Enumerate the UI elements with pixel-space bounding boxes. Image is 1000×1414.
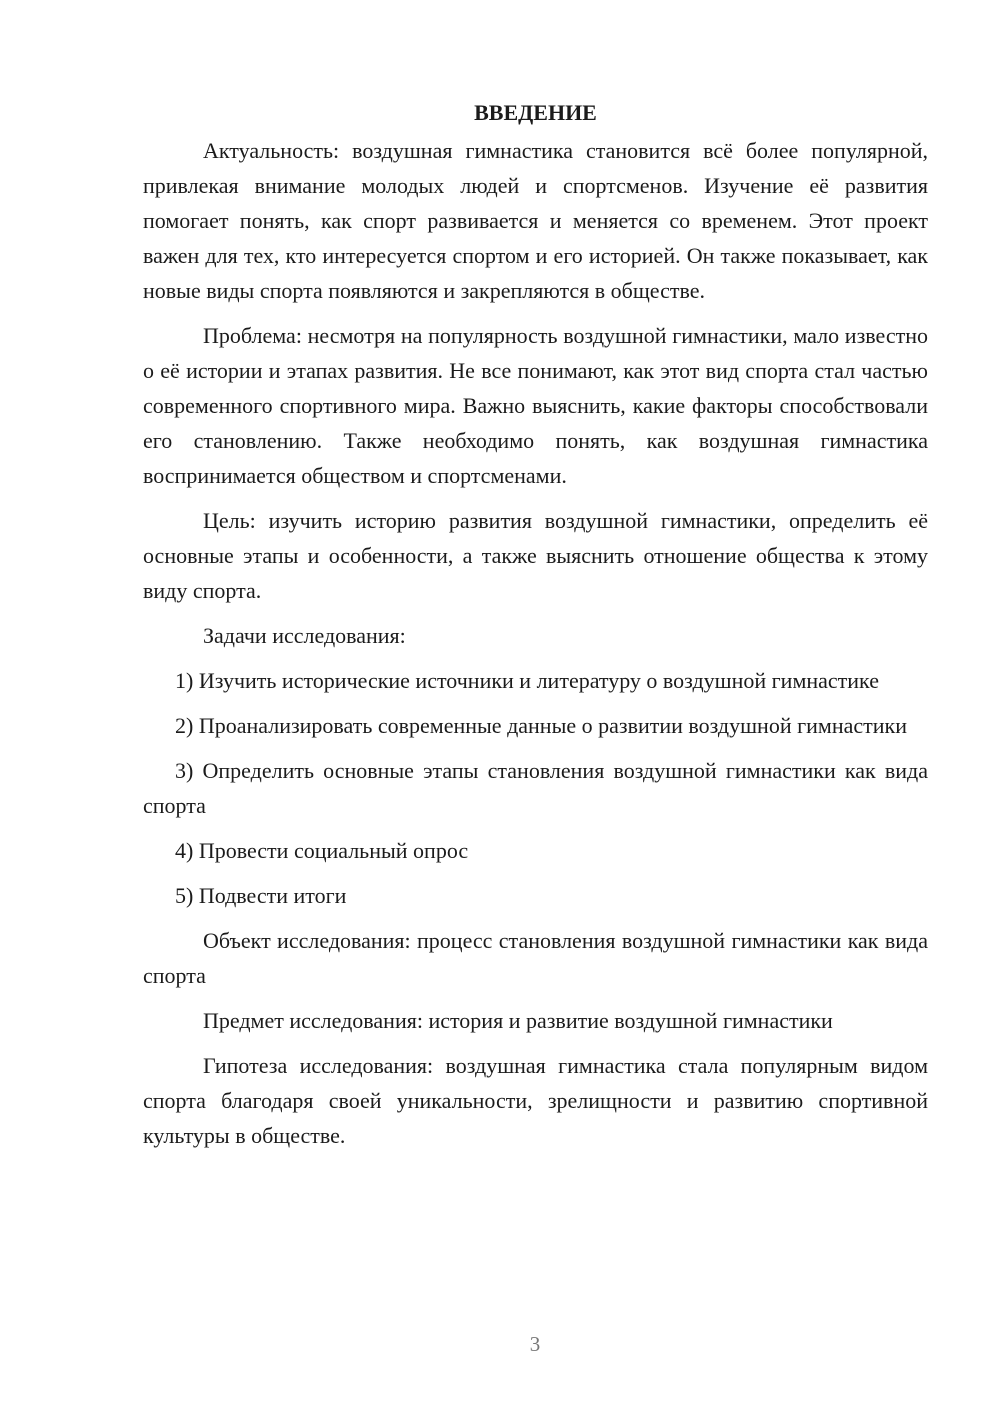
section-heading: ВВЕДЕНИЕ — [474, 100, 597, 125]
object-paragraph: Объект исследования: процесс становления воздушной гимнастики как вида спорта — [143, 928, 928, 988]
hypothesis-paragraph: Гипотеза исследования: воздушная гимнастика стала популярным видом спорта благодаря своей уникальности, зрелищности и развитию спортивной культуры в обществе. — [143, 1053, 928, 1148]
task-item-4: 4) Провести социальный опрос — [175, 838, 469, 863]
task-item-2: 2) Проанализировать современные данные о развитии воздушной гимнастики — [175, 713, 907, 738]
subject-paragraph: Предмет исследования: история и развитие воздушной гимнастики — [203, 1008, 833, 1033]
problem-paragraph: Проблема: несмотря на популярность воздушной гимнастики, мало известно о её истории и этапах развития. Не все понимают, как этот вид спорта стал частью современного спортивного мира. Важно выяснить, какие факторы способствовали его становлению. Также необходимо понять, как воздушная гимнастика воспринимается обществом и спортсменами. — [143, 323, 928, 488]
relevance-paragraph: Актуальность: воздушная гимнастика становится всё более популярной, привлекая внимание молодых людей и спортсменов. Изучение её развития помогает понять, как спорт развивается и меняется со временем. Этот проект важен для тех, кто интересуется спортом и его историей. Он также показывает, как новые виды спорта появляются и закрепляются в обществе. — [143, 138, 928, 303]
task-item-3: 3) Определить основные этапы становления воздушной гимнастики как вида спорта — [143, 758, 928, 818]
document-page — [143, 95, 928, 1163]
page-number: 3 — [529, 1332, 541, 1356]
task-item-5: 5) Подвести итоги — [175, 883, 347, 908]
tasks-title: Задачи исследования: — [203, 623, 406, 648]
task-item-1: 1) Изучить исторические источники и литературу о воздушной гимнастике — [175, 668, 879, 693]
goal-paragraph: Цель: изучить историю развития воздушной гимнастики, определить её основные этапы и особенности, а также выяснить отношение общества к этому виду спорта. — [143, 508, 928, 603]
